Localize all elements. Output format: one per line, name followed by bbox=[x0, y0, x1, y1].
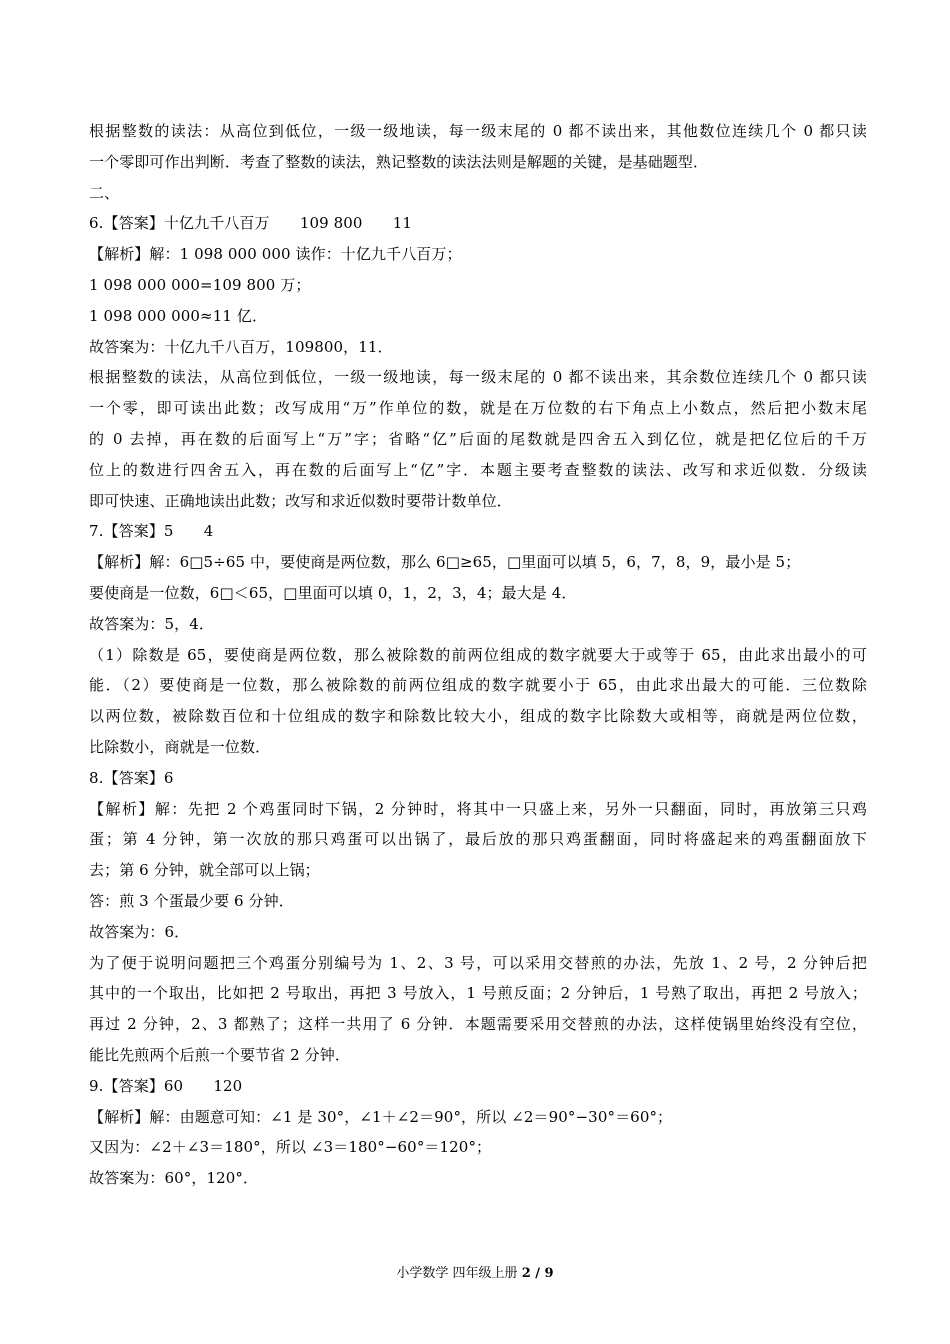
text-line: 即可快速、正确地读出此数；改写和求近似数时要带计数单位． bbox=[89, 491, 512, 510]
text-line: 蛋；第 4 分钟，第一次放的那只鸡蛋可以出锅了，最后放的那只鸡蛋翻面，同时将盛起来的鸡蛋翻面放下 bbox=[89, 830, 867, 849]
text-line: 的 0 去掉，再在数的后面写上“万”字；省略“亿”后面的尾数就是四舍五入到亿位，就是把亿位后的千万 bbox=[89, 429, 867, 448]
text-line: 能．（2）要使商是一位数，那么被除数的前两位组成的数字就要小于 65，由此求出最大的可能．三位数除 bbox=[89, 676, 867, 695]
text-line: 1 098 000 000≈11 亿． bbox=[89, 306, 268, 325]
text-line: 1 098 000 000=109 800 万； bbox=[89, 275, 311, 294]
text-line: 比除数小，商就是一位数． bbox=[89, 737, 271, 756]
text-line: 其中的一个取出，比如把 2 号取出，再把 3 号放入，1 号煎反面；2 分钟后，1 号熟了取出，再把 2 号放入； bbox=[89, 984, 867, 1003]
text-line: 8.【答案】6 bbox=[89, 768, 174, 787]
text-line: 能比先煎两个后煎一个要节省 2 分钟． bbox=[89, 1045, 350, 1064]
text-line: 【解析】解：1 098 000 000 读作：十亿九千八百万； bbox=[89, 245, 462, 264]
page-content bbox=[89, 116, 867, 1194]
text-line: 【解析】解：先把 2 个鸡蛋同时下锅，2 分钟时，将其中一只盛上来，另外一只翻面，同时，再放第三只鸡 bbox=[89, 799, 867, 818]
text-line: 答：煎 3 个蛋最少要 6 分钟． bbox=[89, 891, 294, 910]
text-line: 【解析】解：由题意可知：∠1 是 30°，∠1＋∠2＝90°，所以 ∠2＝90°−30°＝60°； bbox=[89, 1107, 673, 1126]
text-line: 故答案为：5，4． bbox=[89, 614, 214, 633]
text-line: （1）除数是 65，要使商是两位数，那么被除数的前两位组成的数字就要大于或等于 65，由此求出最小的可 bbox=[89, 645, 867, 664]
footer-course: 小学数学 四年级上册 bbox=[396, 1266, 518, 1281]
text-line: 二、 bbox=[89, 183, 120, 202]
text-line: 故答案为：十亿九千八百万，109800，11． bbox=[89, 337, 393, 356]
text-line: 为了便于说明问题把三个鸡蛋分别编号为 1、2、3 号，可以采用交替煎的办法，先放 1、2 号，2 分钟后把 bbox=[89, 953, 867, 972]
text-line: 9.【答案】60 120 bbox=[89, 1076, 243, 1095]
text-line: 7.【答案】5 4 bbox=[89, 522, 214, 541]
text-line: 要使商是一位数，6□＜65，□里面可以填 0，1，2，3，4；最大是 4． bbox=[89, 583, 577, 602]
text-line: 故答案为：6． bbox=[89, 922, 190, 941]
text-line: 又因为：∠2＋∠3＝180°，所以 ∠3＝180°−60°＝120°； bbox=[89, 1138, 492, 1157]
text-line: 一个零，即可读出此数；改写成用“万”作单位的数，就是在万位数的右下角点上小数点，然后把小数末尾 bbox=[89, 399, 867, 418]
text-line: 故答案为：60°，120°． bbox=[89, 1169, 259, 1188]
text-line: 以两位数，被除数百位和十位组成的数字和除数比较大小，组成的数字比除数大或相等，商就是两位位数， bbox=[89, 707, 867, 726]
text-line: 去；第 6 分钟，就全部可以上锅； bbox=[89, 861, 320, 880]
text-line: 再过 2 分钟，2、3 都熟了；这样一共用了 6 分钟．本题需要采用交替煎的办法，这样使锅里始终没有空位， bbox=[89, 1015, 867, 1034]
text-line: 根据整数的读法：从高位到低位，一级一级地读，每一级末尾的 0 都不读出来，其他数位连续几个 0 都只读 bbox=[89, 122, 867, 140]
text-line: 【解析】解：6□5÷65 中，要使商是两位数，那么 6□≥65，□里面可以填 5，6，7，8，9，最小是 5； bbox=[89, 553, 801, 572]
text-line: 位上的数进行四舍五入，再在数的后面写上“亿”字．本题主要考查整数的读法、改写和求近似数．分级读 bbox=[89, 460, 867, 479]
page-footer bbox=[0, 1266, 950, 1282]
text-line: 6.【答案】十亿九千八百万 109 800 11 bbox=[89, 214, 413, 233]
footer-page-number: 2 / 9 bbox=[521, 1266, 554, 1281]
text-line: 一个零即可作出判断．考查了整数的读法，熟记整数的读法法则是解题的关键，是基础题型． bbox=[89, 152, 709, 171]
text-line: 根据整数的读法，从高位到低位，一级一级地读，每一级末尾的 0 都不读出来，其余数位连续几个 0 都只读 bbox=[89, 368, 867, 387]
